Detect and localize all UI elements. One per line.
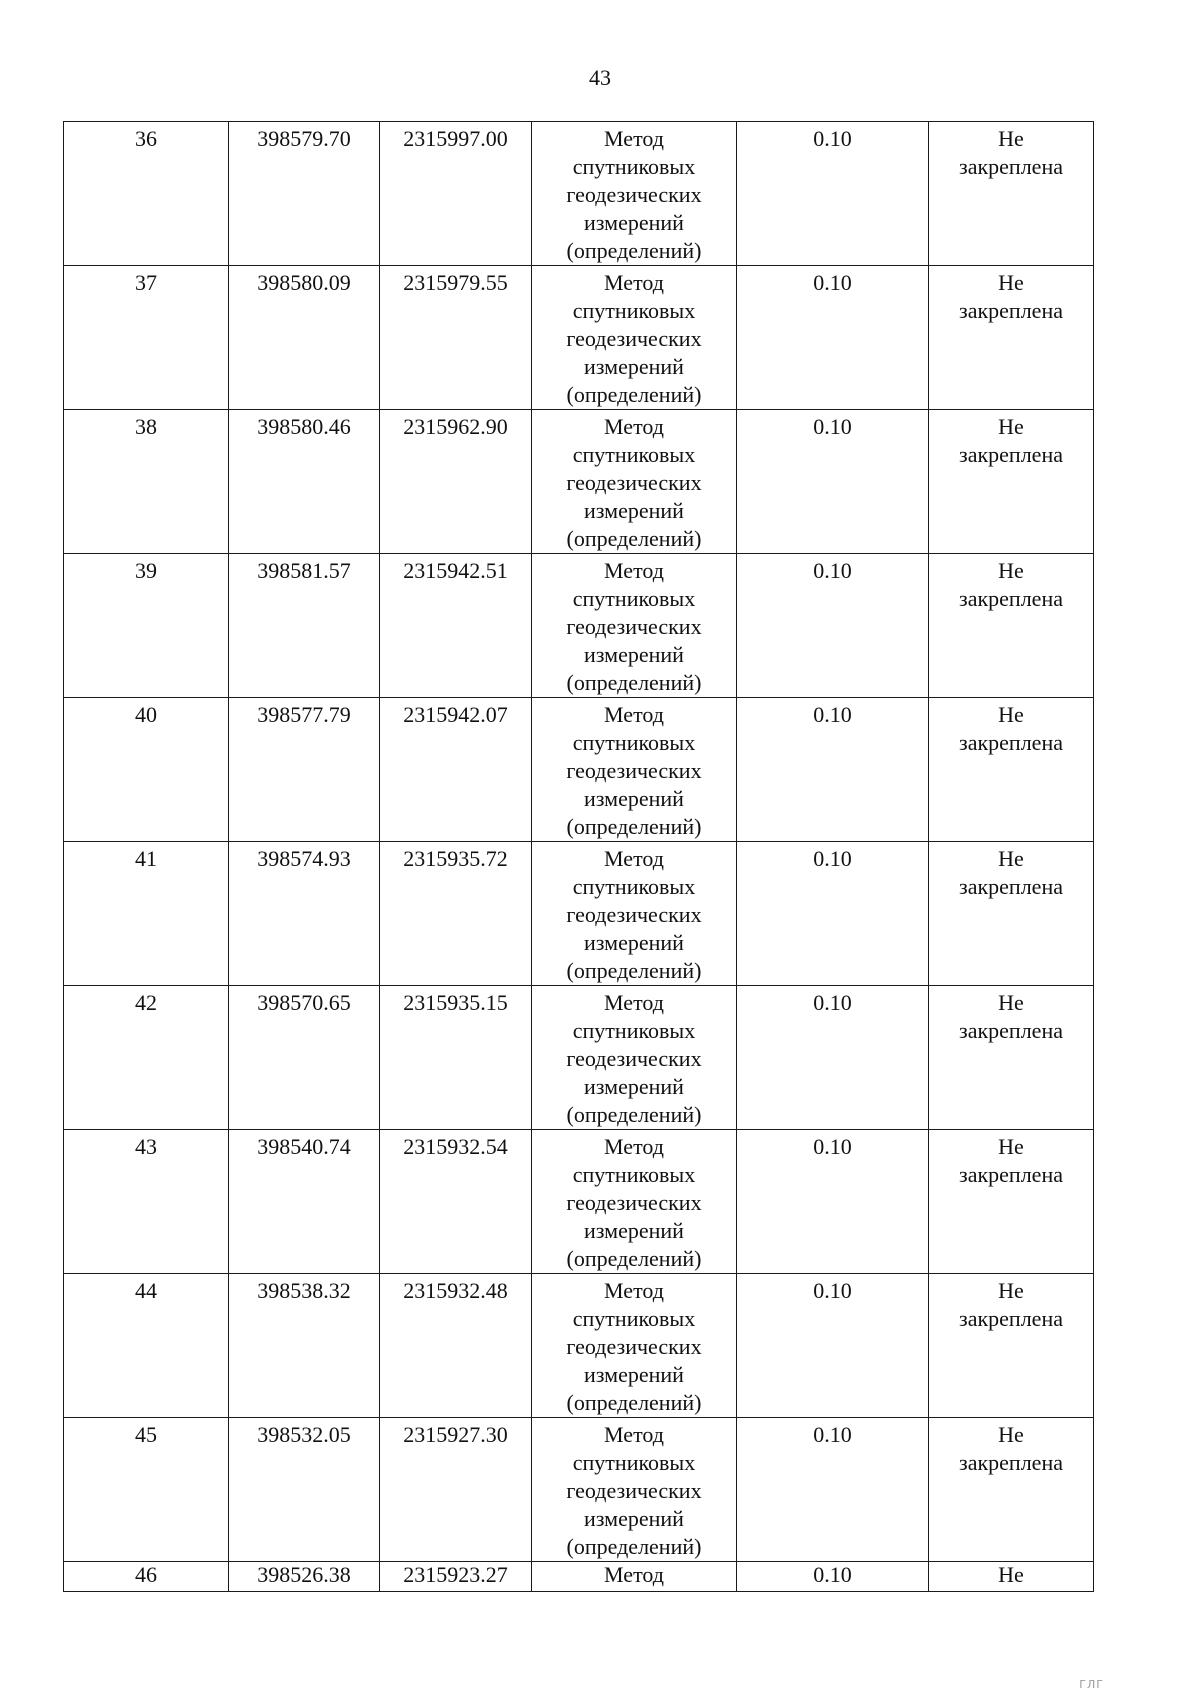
accuracy-cell: 0.10 xyxy=(737,1130,929,1274)
method-cell: Метод спутниковых геодезических измерений (определений) xyxy=(532,1418,737,1562)
accuracy-cell: 0.10 xyxy=(737,122,929,266)
accuracy-cell: 0.10 xyxy=(737,410,929,554)
method-cell: Метод спутниковых геодезических измерений (определений) xyxy=(532,122,737,266)
method-cell: Метод спутниковых геодезических измерений (определений) xyxy=(532,842,737,986)
point-number-cell: 36 xyxy=(64,122,229,266)
y-coordinate-cell: 2315962.90 xyxy=(380,410,532,554)
fixation-cell: Не закреплена xyxy=(929,122,1094,266)
table-row xyxy=(64,410,1094,554)
method-cell: Метод спутниковых геодезических измерений (определений) xyxy=(532,698,737,842)
x-coordinate-cell: 398526.38 xyxy=(229,1562,380,1592)
y-coordinate-cell: 2315923.27 xyxy=(380,1562,532,1592)
fixation-cell: Не закреплена xyxy=(929,842,1094,986)
x-coordinate-cell: 398579.70 xyxy=(229,122,380,266)
method-cell: Метод спутниковых геодезических измерений (определений) xyxy=(532,554,737,698)
accuracy-cell: 0.10 xyxy=(737,554,929,698)
y-coordinate-cell: 2315927.30 xyxy=(380,1418,532,1562)
table-row xyxy=(64,1418,1094,1562)
point-number-cell: 45 xyxy=(64,1418,229,1562)
y-coordinate-cell: 2315942.07 xyxy=(380,698,532,842)
fixation-cell: Не xyxy=(929,1562,1094,1592)
method-cell: Метод спутниковых геодезических измерений (определений) xyxy=(532,986,737,1130)
accuracy-cell: 0.10 xyxy=(737,1418,929,1562)
fixation-cell: Не закреплена xyxy=(929,554,1094,698)
table-row xyxy=(64,698,1094,842)
accuracy-cell: 0.10 xyxy=(737,698,929,842)
table-row xyxy=(64,1274,1094,1418)
point-number-cell: 42 xyxy=(64,986,229,1130)
x-coordinate-cell: 398538.32 xyxy=(229,1274,380,1418)
point-number-cell: 46 xyxy=(64,1562,229,1592)
fixation-cell: Не закреплена xyxy=(929,1418,1094,1562)
point-number-cell: 44 xyxy=(64,1274,229,1418)
table-row xyxy=(64,1562,1094,1592)
accuracy-cell: 0.10 xyxy=(737,1274,929,1418)
point-number-cell: 39 xyxy=(64,554,229,698)
x-coordinate-cell: 398577.79 xyxy=(229,698,380,842)
table-row xyxy=(64,266,1094,410)
method-cell: Метод спутниковых геодезических измерений (определений) xyxy=(532,410,737,554)
x-coordinate-cell: 398580.09 xyxy=(229,266,380,410)
x-coordinate-cell: 398532.05 xyxy=(229,1418,380,1562)
x-coordinate-cell: 398570.65 xyxy=(229,986,380,1130)
fixation-cell: Не закреплена xyxy=(929,410,1094,554)
y-coordinate-cell: 2315932.54 xyxy=(380,1130,532,1274)
coordinates-table xyxy=(63,121,1094,1592)
table-row xyxy=(64,842,1094,986)
method-cell: Метод xyxy=(532,1562,737,1592)
accuracy-cell: 0.10 xyxy=(737,986,929,1130)
table-row xyxy=(64,986,1094,1130)
x-coordinate-cell: 398574.93 xyxy=(229,842,380,986)
method-cell: Метод спутниковых геодезических измерений (определений) xyxy=(532,266,737,410)
point-number-cell: 41 xyxy=(64,842,229,986)
method-cell: Метод спутниковых геодезических измерений (определений) xyxy=(532,1130,737,1274)
scan-mark: ГЛГ xyxy=(1079,1678,1104,1691)
table-row xyxy=(64,1130,1094,1274)
table-row xyxy=(64,122,1094,266)
point-number-cell: 43 xyxy=(64,1130,229,1274)
table-row xyxy=(64,554,1094,698)
accuracy-cell: 0.10 xyxy=(737,266,929,410)
point-number-cell: 38 xyxy=(64,410,229,554)
y-coordinate-cell: 2315935.15 xyxy=(380,986,532,1130)
accuracy-cell: 0.10 xyxy=(737,1562,929,1592)
point-number-cell: 37 xyxy=(64,266,229,410)
fixation-cell: Не закреплена xyxy=(929,1274,1094,1418)
fixation-cell: Не закреплена xyxy=(929,266,1094,410)
method-cell: Метод спутниковых геодезических измерений (определений) xyxy=(532,1274,737,1418)
x-coordinate-cell: 398580.46 xyxy=(229,410,380,554)
fixation-cell: Не закреплена xyxy=(929,1130,1094,1274)
point-number-cell: 40 xyxy=(64,698,229,842)
y-coordinate-cell: 2315942.51 xyxy=(380,554,532,698)
y-coordinate-cell: 2315935.72 xyxy=(380,842,532,986)
fixation-cell: Не закреплена xyxy=(929,698,1094,842)
x-coordinate-cell: 398581.57 xyxy=(229,554,380,698)
y-coordinate-cell: 2315932.48 xyxy=(380,1274,532,1418)
y-coordinate-cell: 2315979.55 xyxy=(380,266,532,410)
accuracy-cell: 0.10 xyxy=(737,842,929,986)
y-coordinate-cell: 2315997.00 xyxy=(380,122,532,266)
fixation-cell: Не закреплена xyxy=(929,986,1094,1130)
page-number: 43 xyxy=(589,65,611,90)
x-coordinate-cell: 398540.74 xyxy=(229,1130,380,1274)
